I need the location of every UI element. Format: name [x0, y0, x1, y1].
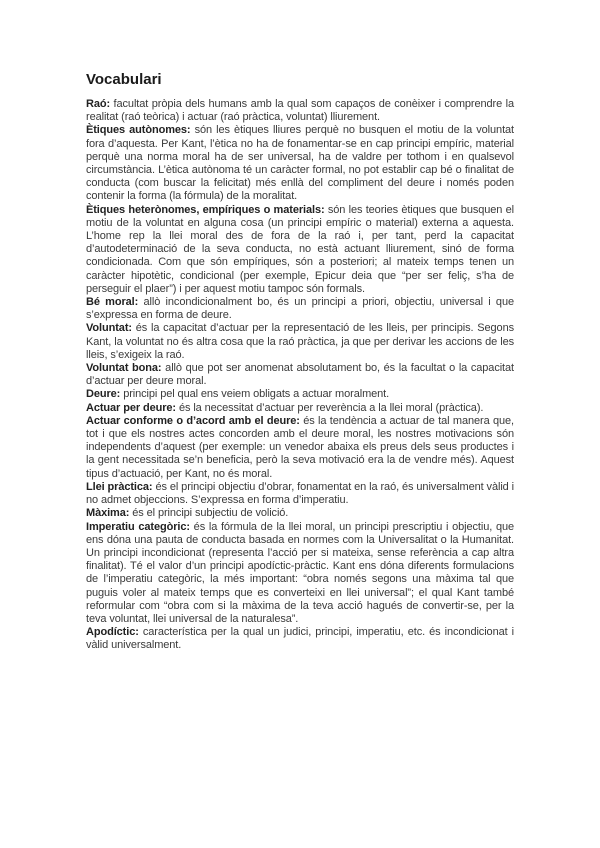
entry-definition: és la capacitat d’actuar per la representació de les lleis, per principis. Segons Kant, la voluntat no és altra cosa que la raó pràctica, ja que per derivar les accions de les lleis, s’exigeix la raó.: [86, 322, 514, 361]
entry-term: Raó:: [86, 98, 111, 110]
entry-voluntat-bona: [86, 362, 514, 388]
entry-deure: [86, 388, 514, 401]
entry-definition: és el principi objectiu d’obrar, fonamentat en la raó, és universalment vàlid i no admet objeccions. S’expressa en forma d’imperatiu.: [86, 480, 514, 507]
entry-term: Ètiques heterònomes, empíriques o materials:: [86, 203, 325, 216]
vocabulary-list: [86, 98, 514, 653]
entry-imperatiu-categoric: [86, 521, 514, 627]
entry-term: Bé moral:: [86, 296, 139, 309]
entry-etiques-autonomes: [86, 124, 514, 203]
entry-definition: és la fórmula de la llei moral, un principi prescriptiu i objectiu, que ens dóna una pauta de conducta basada en normes com la Universalitat o la Humanitat. Un principi incondicionat (representa l’acció per si mateixa, sense referència a cap altra finalitat). Té el valor d’un principi apodíctic-pràctic. Kant ens dóna diferents formulacions de l’imperatiu categòric, la més important: “obra només segons una màxima tal que puguis voler al mateix temps que es converteixi en llei universal”; el qual Kant també reformular com “obra com si la màxima de la teva acció hagués de convertir-se, per la teva voluntat, llei universal de la naturalesa”.: [86, 520, 514, 625]
entry-definition: facultat pròpia dels humans amb la qual som capaços de conèixer i comprendre la realitat (raó teòrica) i actuar (raó pràctica, voluntat) lliurement.: [86, 98, 514, 124]
entry-llei-practica: [86, 481, 514, 507]
page-title: Vocabulari: [86, 71, 162, 88]
entry-definition: són les ètiques lliures perquè no busquen el motiu de la voluntat fora d’aquesta. Per Kant, l’ètica no ha de fonamentar-se en cap principi empíric, material perquè una norma moral ha de ser universal, ha de valdre per tothom i en qualsevol circumstància. L’ètica autònoma té un caràcter formal, no pot establir cap bé o finalitat de conducta (com buscar la felicitat) més enllà del compliment del deure i només poden contenir la forma (la fórmula) de la moralitat.: [86, 124, 514, 203]
entry-be-moral: [86, 296, 514, 322]
entry-definition: allò incondicionalment bo, és un principi a priori, objectiu, universal i que s’expressa en forma de deure.: [86, 296, 514, 322]
entry-rao: [86, 98, 514, 124]
entry-apodictic: [86, 626, 514, 652]
entry-term: Imperatiu categòric:: [86, 520, 190, 533]
entry-term: Actuar per deure:: [86, 401, 176, 414]
entry-term: Voluntat:: [86, 322, 132, 335]
entry-term: Apodíctic:: [86, 626, 139, 639]
entry-term: Actuar conforme o d’acord amb el deure:: [86, 414, 300, 427]
entry-actuar-per-deure: [86, 402, 514, 415]
entry-definition: és la necessitat d’actuar per reverència a la llei moral (pràctica).: [176, 401, 484, 414]
entry-definition: és el principi subjectiu de volició.: [129, 507, 289, 520]
entry-definition: principi pel qual ens veiem obligats a actuar moralment.: [120, 388, 390, 401]
entry-term: Llei pràctica:: [86, 480, 153, 493]
entry-definition: és la tendència a actuar de tal manera que, tot i que els nostres actes concorden amb el deure moral, les nostres motivacions són independents d’aquest (per exemple: un venedor abaixa els preus dels seus productes i la gent necessitada se’n beneficia, però la seva motivació era la de vendre més). Aquest tipus d’actuació, per Kant, no és moral.: [86, 414, 514, 480]
entry-voluntat: [86, 322, 514, 362]
entry-term: Deure:: [86, 388, 121, 401]
entry-term: Màxima:: [86, 507, 130, 520]
entry-actuar-conforme: [86, 415, 514, 481]
entry-maxima: [86, 507, 514, 520]
entry-definition: característica per la qual un judici, principi, imperatiu, etc. és incondicionat i vàlid universalment.: [86, 626, 514, 652]
entry-definition: són les teories ètiques que busquen el motiu de la voluntat en alguna cosa (un principi empíric o material) externa a aquesta. L’home rep la llei moral des de fora de la raó i, per tant, perd la capacitat d’autodeterminació de la seva conducta, no està actuant lliurement, sinó de forma condicionada. Com que són empíriques, són a posteriori; al mateix temps tenen un caràcter hipotètic, condicional (per exemple, Epicur deia que “per ser feliç, s’ha de perseguir el plaer”) i per aquest motiu tampoc són formals.: [86, 203, 514, 295]
entry-term: Ètiques autònomes:: [86, 124, 191, 137]
entry-etiques-heteronomes: [86, 204, 514, 296]
entry-term: Voluntat bona:: [86, 362, 162, 375]
entry-definition: allò que pot ser anomenat absolutament bo, és la facultat o la capacitat d’actuar per deure moral.: [86, 362, 514, 388]
